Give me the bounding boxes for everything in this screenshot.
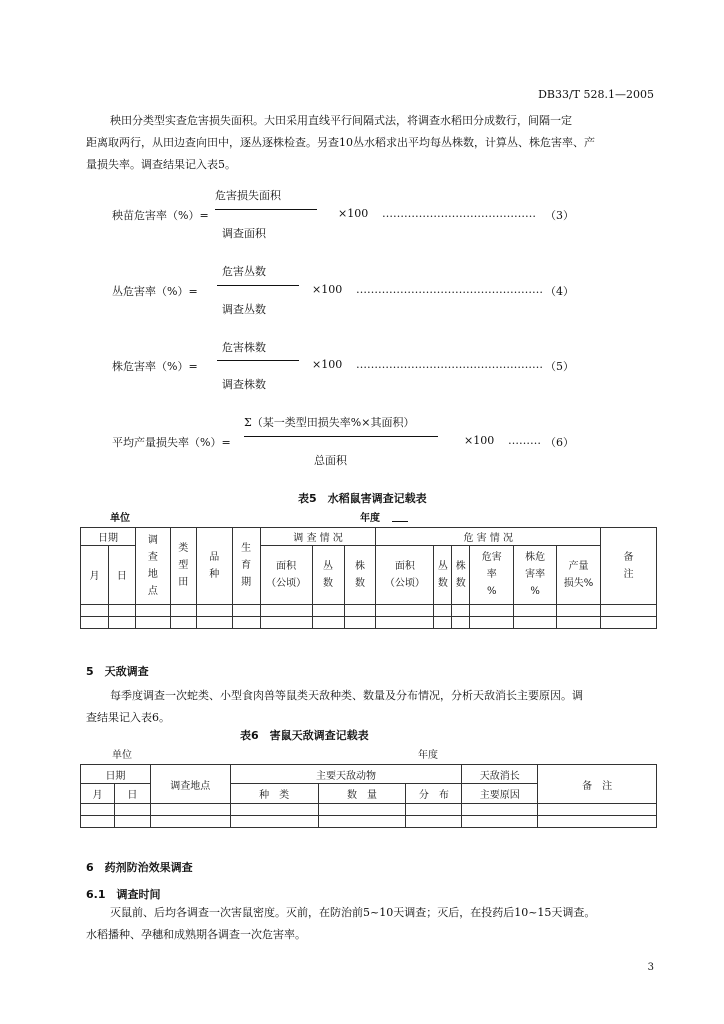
clumps-header: 丛 数 [312, 546, 344, 605]
formula-numerator: 危害株数 [222, 341, 266, 354]
leader-dots: …………………………………… [382, 207, 536, 220]
trend-header: 天敌消长 [462, 765, 538, 784]
section6-line: 水稻播种、孕穗和成熟期各调查一次危害率。 [86, 928, 306, 941]
month-header: 月 [81, 546, 109, 605]
formula-factor: ×100 [338, 207, 369, 220]
remarks-header: 备 注 [601, 528, 657, 605]
damage-area-header: 面积 （公顷） [376, 546, 434, 605]
formula-numerator: 危害丛数 [222, 265, 266, 278]
table5-unit-label: 单位 [110, 513, 130, 524]
section6-heading: 6 药剂防治效果调查 [86, 861, 193, 874]
survey-site-header: 调 查 地 点 [135, 528, 170, 605]
table5 [80, 527, 657, 629]
table6-year-label: 年度 [418, 750, 438, 761]
distribution-header: 分 布 [406, 784, 462, 804]
table6-unit-label: 单位 [112, 750, 132, 761]
formula-denominator: 调查株数 [222, 378, 266, 391]
month-header: 月 [81, 784, 115, 804]
section5-heading: 5 天敌调查 [86, 665, 149, 678]
plant-damage-rate-header: 株危 害率 % [514, 546, 557, 605]
intro-line: 量损失率。调查结果记入表5。 [86, 158, 236, 171]
table-row [81, 804, 657, 816]
date-header: 日期 [81, 765, 151, 784]
area-header: 面积 （公顷） [260, 546, 312, 605]
equation-number: （5） [545, 360, 574, 373]
formula-label: 丛危害率（%）= [112, 285, 198, 298]
species-header: 种 类 [230, 784, 318, 804]
formula-label: 平均产量损失率（%）= [112, 436, 231, 449]
formula-label: 株危害率（%）= [112, 360, 198, 373]
damage-group-header: 危 害 情 况 [376, 528, 601, 546]
page-number: 3 [647, 962, 654, 973]
table-row [81, 616, 657, 628]
formula-denominator: 总面积 [314, 454, 347, 467]
date-header: 日期 [81, 528, 136, 546]
formula-denominator: 调查面积 [222, 227, 266, 240]
section6-paragraph [86, 902, 656, 946]
leader-dots: ……… [508, 434, 541, 447]
section5-line: 查结果记入表6。 [86, 711, 170, 724]
equation-number: （4） [545, 285, 574, 298]
fraction-bar [217, 360, 299, 361]
table-row [81, 604, 657, 616]
survey-group-header: 调 查 情 况 [260, 528, 376, 546]
table6 [80, 764, 657, 828]
formula-numerator: 危害损失面积 [215, 189, 281, 202]
fraction-bar [215, 209, 317, 210]
formula-factor: ×100 [312, 358, 343, 371]
enemies-header: 主要天敌动物 [230, 765, 462, 784]
section5-line: 每季度调查一次蛇类、小型食肉兽等鼠类天敌种类、数量及分布情况，分析天敌消长主要原因。调 [110, 689, 583, 702]
variety-header: 品 种 [196, 528, 232, 605]
leader-dots: …………………………………………… [356, 358, 543, 371]
intro-paragraph [86, 110, 656, 176]
damage-plants-header: 株 数 [452, 546, 470, 605]
equation-number: （6） [545, 436, 574, 449]
damage-rate-header: 危害 率 % [470, 546, 514, 605]
formula-label: 秧苗危害率（%）= [112, 209, 209, 222]
fraction-bar [217, 285, 299, 286]
table-row [81, 816, 657, 828]
remarks-header: 备 注 [538, 765, 657, 804]
day-header: 日 [114, 784, 150, 804]
formula-denominator: 调查丛数 [222, 303, 266, 316]
survey-site-header: 调查地点 [150, 765, 230, 804]
formula-factor: ×100 [464, 434, 495, 447]
table5-year-label: 年度 [360, 513, 380, 524]
section6-1-heading: 6.1 调查时间 [86, 888, 161, 901]
trend-reason-header: 主要原因 [462, 784, 538, 804]
table5-caption: 表5 水稻鼠害调查记载表 [298, 492, 427, 505]
growth-stage-header: 生 育 期 [232, 528, 260, 605]
intro-line: 秧田分类型实查危害损失面积。大田采用直线平行间隔式法，将调查水稻田分成数行，间隔一定 [110, 114, 572, 127]
year-blank-line [392, 521, 408, 522]
yield-loss-header: 产量 损失% [557, 546, 601, 605]
equation-number: （3） [545, 209, 574, 222]
day-header: 日 [108, 546, 135, 605]
intro-line: 距离取两行，从田边查向田中，逐丛逐株检查。另查10丛水稻求出平均每丛株数，计算丛、株危害率、产 [86, 136, 595, 149]
field-type-header: 类 型 田 [170, 528, 196, 605]
leader-dots: …………………………………………… [356, 283, 543, 296]
standard-number: DB33/T 528.1—2005 [538, 88, 654, 101]
fraction-bar [244, 436, 438, 437]
damage-clumps-header: 丛 数 [434, 546, 452, 605]
formula-factor: ×100 [312, 283, 343, 296]
section6-line: 灭鼠前、后均各调查一次害鼠密度。灭前，在防治前5~10天调查；灭后，在投药后10~15天调查。 [110, 906, 596, 919]
plants-header: 株 数 [344, 546, 376, 605]
quantity-header: 数 量 [318, 784, 406, 804]
table6-caption: 表6 害鼠天敌调查记载表 [240, 729, 369, 742]
section5-paragraph [86, 685, 656, 729]
formula-numerator: Σ（某一类型田损失率%×其面积） [244, 416, 415, 429]
